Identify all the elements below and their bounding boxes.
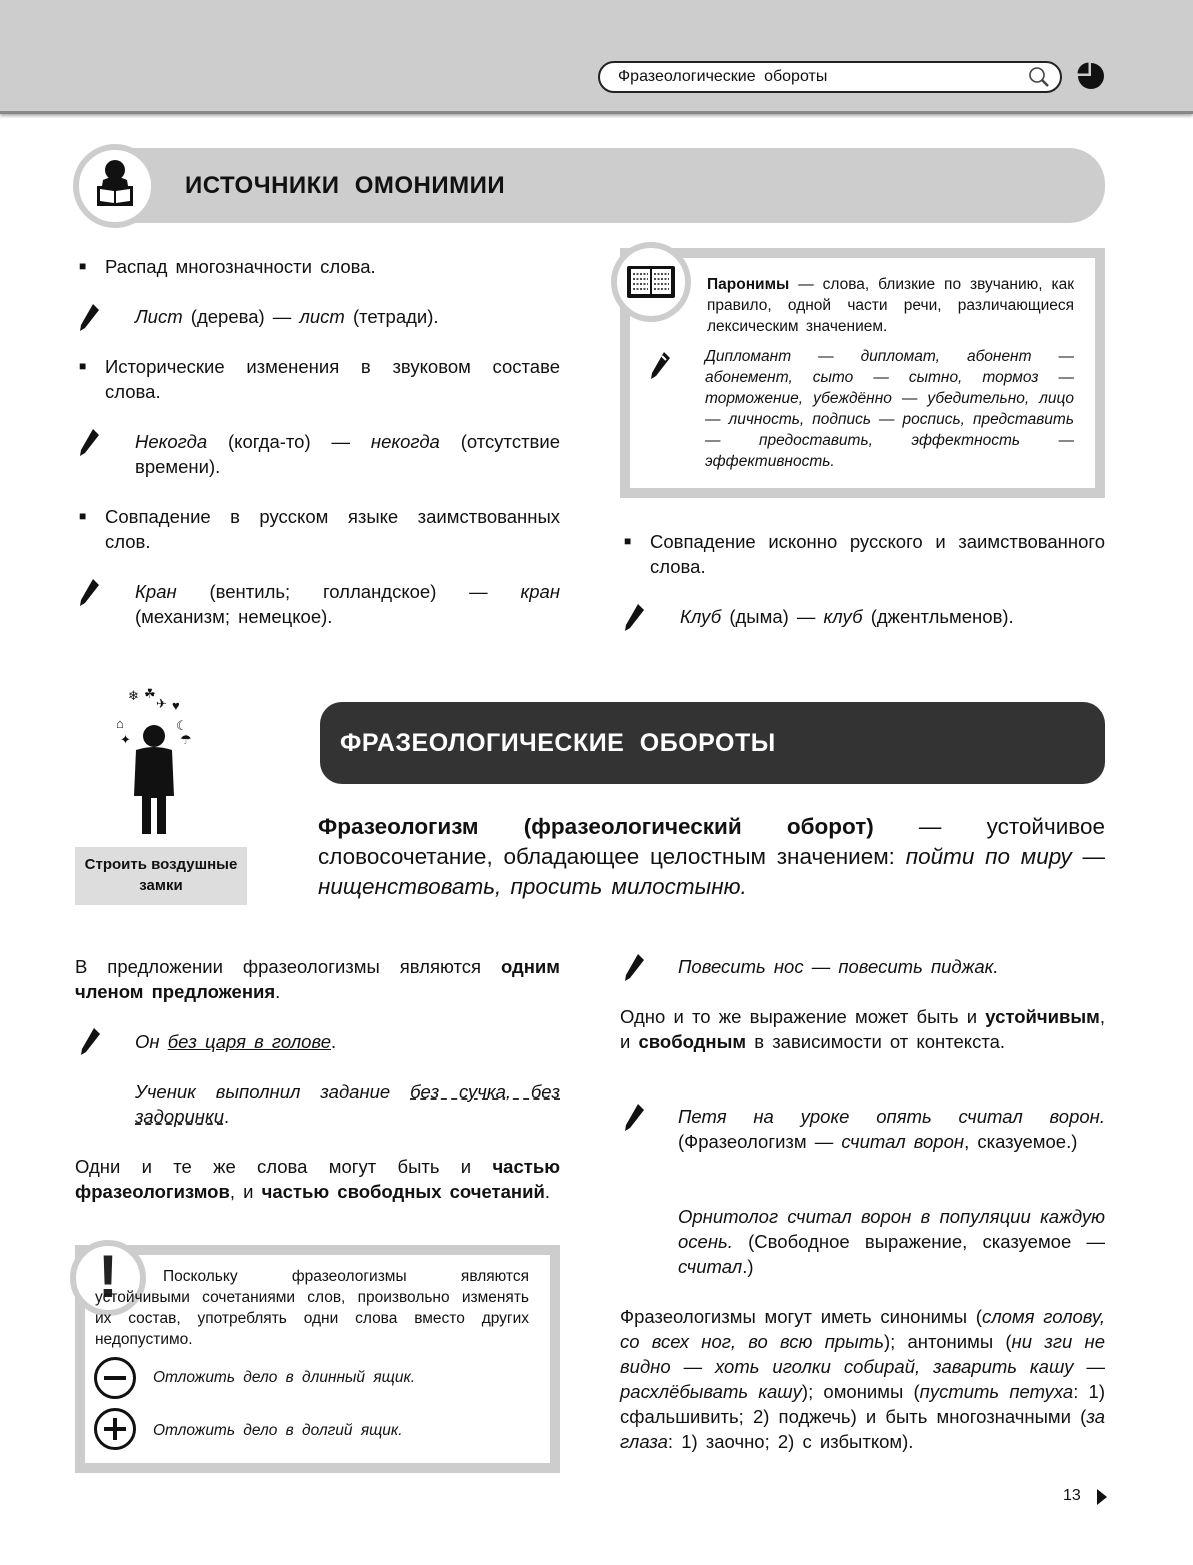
text-segment: частью фразеологизмов [75, 1156, 560, 1202]
svg-text:☂: ☂ [180, 732, 192, 747]
text-segment: .) [742, 1256, 754, 1277]
text-segment: Кран [135, 581, 177, 602]
text-segment: ); антонимы ( [883, 1331, 1012, 1352]
example [135, 579, 560, 629]
text-segment: в зависимости от контекста. [746, 1031, 1006, 1052]
bullet-icon: ■ [79, 259, 87, 273]
plus-icon [94, 1408, 136, 1450]
text-segment: (джентльменов). [862, 606, 1014, 627]
text-segment: без сучка, без задоринки [135, 1081, 560, 1127]
text-segment: свободным [638, 1031, 747, 1052]
paragraph [75, 1154, 560, 1204]
text-segment: считал ворон [841, 1131, 965, 1152]
book-icon [611, 242, 691, 322]
text-segment: Одни и те же слова могут быть и [75, 1156, 493, 1177]
text-segment: Ученик выполнил задание [135, 1081, 411, 1102]
example [135, 304, 560, 329]
bullet-item [79, 254, 560, 279]
wrong-example: Отложить дело в длинный ящик. [153, 1369, 416, 1386]
text-segment: ни зги не видно — хоть иголки собирай, заварить кашу — расхлёбывать кашу [620, 1331, 1105, 1402]
text-segment: В предложении фразеологизмы являются [75, 956, 501, 977]
text-segment: Одно и то же выражение может быть и [620, 1006, 986, 1027]
example [678, 1104, 1105, 1154]
paragraph [75, 954, 560, 1004]
text-segment: без царя в голове [167, 1031, 331, 1052]
text-segment: кран [520, 581, 560, 602]
text-segment: Лист [135, 306, 183, 327]
text-segment: Фразеологизмы могут иметь синонимы ( [620, 1306, 982, 1327]
text-segment: — слова, близкие по звучанию, как правило, одной части речи, различающиеся лексическим значением. [707, 276, 1074, 335]
paronyms-definition [707, 274, 1074, 337]
right-example: Отложить дело в долгий ящик. [153, 1422, 403, 1439]
example [135, 1079, 560, 1129]
text-segment: (отсутствие времени). [135, 431, 561, 477]
bullet-item [624, 529, 1105, 579]
definition [318, 812, 1105, 902]
idiom-caption: Строить воздушные замки [75, 847, 247, 905]
text-segment: (когда-то) — [207, 431, 371, 452]
pen-icon [622, 952, 646, 982]
section-title: ИСТОЧНИКИ ОМОНИМИИ [185, 172, 506, 199]
text-segment: (вентиль; голландское) — [176, 581, 521, 602]
text-segment: Клуб [680, 606, 722, 627]
text-segment: (Фразеологизм — [678, 1131, 842, 1152]
svg-text:✦: ✦ [120, 732, 131, 747]
text-segment: Исторические изменения в звуковом составе слова. [105, 356, 560, 402]
bullet-item [79, 354, 560, 404]
text-segment: устойчивым [985, 1006, 1100, 1027]
paragraph [620, 1304, 1105, 1454]
text-segment: Фразеологизм (фразеологический оборот) [318, 814, 874, 839]
example [680, 604, 1105, 629]
search-icon[interactable] [1028, 66, 1050, 88]
bullet-item [79, 504, 560, 554]
bullet-icon: ■ [79, 509, 87, 523]
text-segment: считал [678, 1256, 743, 1277]
paronyms-examples [705, 346, 1074, 472]
example [678, 1204, 1105, 1279]
text-segment: некогда [370, 431, 440, 452]
bullet-icon: ■ [79, 359, 87, 373]
text-segment: за глаза [620, 1406, 1105, 1452]
text-segment: (Свободное выражение, сказуемое — [732, 1231, 1105, 1252]
page-number: 13 [1063, 1487, 1081, 1504]
example [135, 1029, 560, 1054]
example [678, 954, 1105, 979]
text-segment: Распад многозначности слова. [105, 256, 376, 277]
svg-text:⌂: ⌂ [116, 716, 124, 731]
text-segment: Петя на уроке опять считал ворон. [678, 1106, 1105, 1127]
text-segment: . [275, 981, 281, 1002]
text-segment: : 1) сфальшивить; 2) поджечь) и быть многозначными ( [620, 1381, 1105, 1427]
text-segment: одним членом предложения [75, 956, 560, 1002]
text-segment: Дипломант — дипломат, абонент — абонемент, сыто — сытно, тормоз — торможение, убеждённо — убедительно, лицо — личность, подпись — роспись, представить — предоставить, эффектность — эффективность. [705, 348, 1074, 470]
text-segment: (механизм; немецкое). [135, 606, 333, 627]
text-segment: сломя голову, со всех ног, во всю прыть [620, 1306, 1105, 1352]
svg-text:❄: ❄ [128, 688, 139, 703]
text-segment: пойти по миру — нищенствовать, просить милостыню. [318, 844, 1105, 899]
text-segment: . [223, 1106, 230, 1127]
text-segment: Повесить нос — повесить пиджак. [678, 956, 999, 977]
text-segment: : 1) заочно; 2) с избытком). [667, 1431, 914, 1452]
text-segment: (дыма) — [721, 606, 824, 627]
section-title: ФРАЗЕОЛОГИЧЕСКИЕ ОБОРОТЫ [340, 729, 776, 757]
top-bar [0, 0, 1193, 114]
text-segment: Некогда [135, 431, 208, 452]
reader-icon [73, 144, 157, 228]
pen-icon [77, 577, 101, 607]
text-segment: частью свободных сочетаний [261, 1181, 545, 1202]
text-segment: , сказуемое.) [964, 1131, 1078, 1152]
text-segment: пустить петуха [919, 1381, 1074, 1402]
search-input[interactable] [598, 61, 1062, 93]
svg-text:♥: ♥ [172, 698, 180, 713]
pen-icon [622, 1102, 646, 1132]
text-segment: (дерева) — [182, 306, 300, 327]
svg-text:☾: ☾ [176, 718, 188, 733]
exclamation-icon: ! [70, 1240, 146, 1316]
pie-chart-icon [1075, 60, 1107, 92]
text-segment: (тетради). [344, 306, 439, 327]
text-segment: . [330, 1031, 337, 1052]
minus-icon [94, 1357, 136, 1399]
thinking-man-icon [110, 688, 200, 836]
text-segment: ); омонимы ( [801, 1381, 920, 1402]
search-text: Фразеологические обороты [618, 68, 828, 85]
text-segment: Орнитолог считал ворон в популяции каждую осень. [678, 1206, 1105, 1252]
text-segment: , и [229, 1181, 262, 1202]
paragraph [620, 1004, 1105, 1054]
text-segment: — устойчивое словосочетание, обладающее целостным значением: [318, 814, 1105, 869]
pen-icon [622, 602, 646, 632]
text-segment: Он [135, 1031, 168, 1052]
text-segment: лист [299, 306, 345, 327]
text-segment: . [544, 1181, 550, 1202]
pen-icon [77, 427, 101, 457]
bullet-icon: ■ [624, 534, 632, 548]
svg-text:☘: ☘ [144, 688, 156, 701]
example [135, 429, 560, 479]
svg-text:✈: ✈ [156, 696, 167, 711]
text-segment: Совпадение исконно русского и заимствованного слова. [650, 531, 1105, 577]
text-segment: Совпадение в русском языке заимствованных слов. [105, 506, 560, 552]
next-page-arrow-icon[interactable] [1097, 1489, 1107, 1505]
text-segment: клуб [823, 606, 863, 627]
text-segment: , и [620, 1006, 1105, 1052]
note-text: Поскольку фразеологизмы являются устойчивыми сочетаниями слов, произвольно изменять их состав, употреблять одни слова вместо других недопустимо. [95, 1268, 529, 1348]
text-segment: Паронимы [707, 276, 790, 293]
pen-icon [77, 302, 101, 332]
pen-icon [78, 1026, 102, 1056]
pen-icon [648, 350, 672, 380]
